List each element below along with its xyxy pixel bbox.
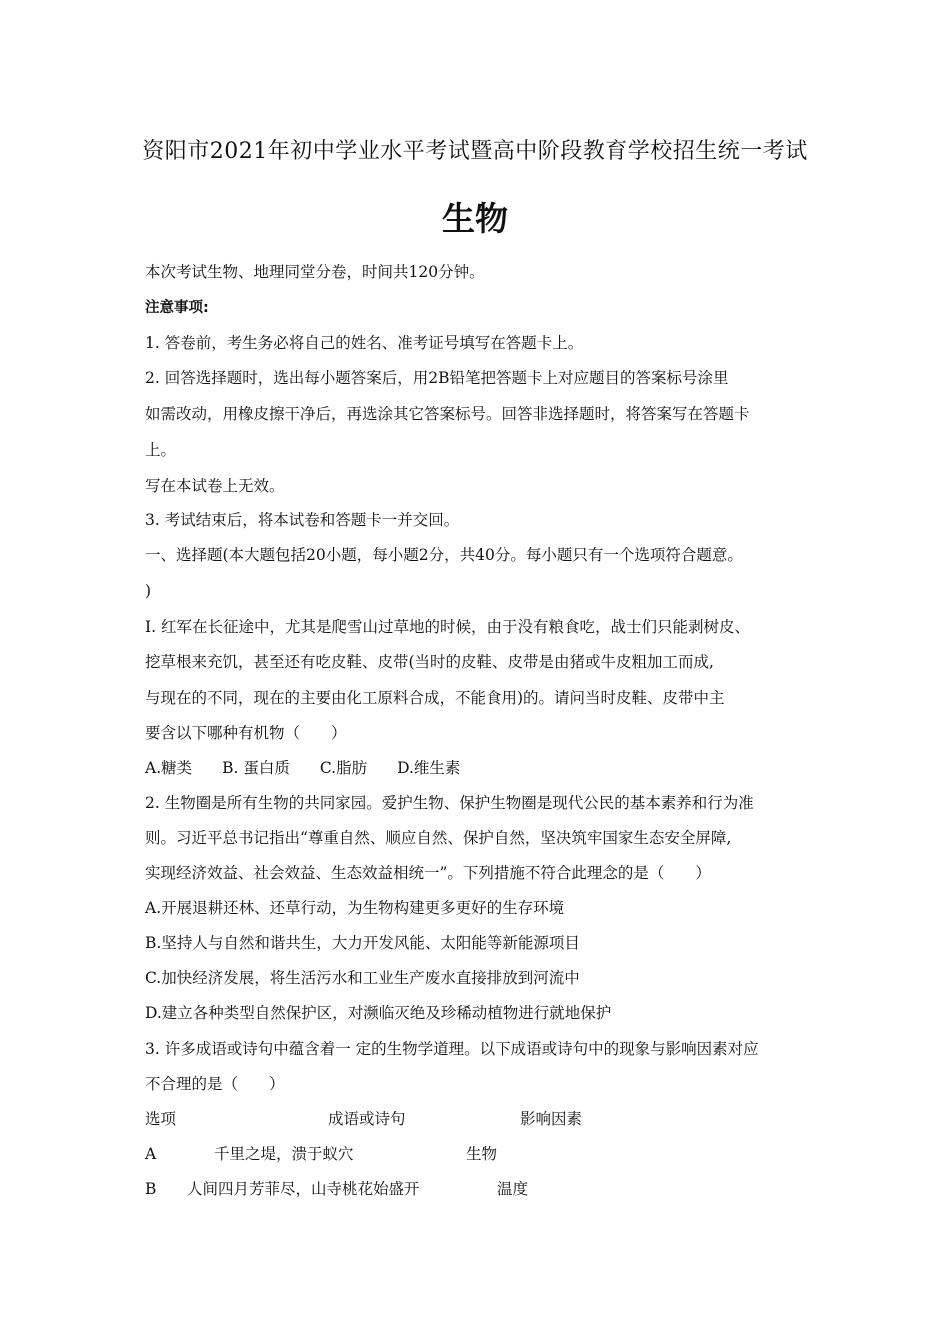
exam-title: 资阳市2021年初中学业水平考试暨高中阶段教育学校招生统一考试 (142, 139, 808, 164)
subject-title: 生物 (442, 199, 508, 238)
question-1-options (145, 758, 490, 778)
option-c: C.脂肪 (319, 759, 368, 777)
question-1-text: 挖草根来充饥，甚至还有吃皮鞋、皮带(当时的皮鞋、皮带是由猪或牛皮粗加工而成, (145, 653, 714, 671)
question-3-text: 3. 许多成语或诗句中蕴含着一 定的生物学道理。以下成语或诗句中的现象与影响因素对应 (145, 1040, 759, 1058)
option-a: A.糖类 (145, 759, 193, 777)
table-cell-option: B (145, 1180, 157, 1198)
notice-item: 上。 (145, 441, 177, 459)
table-cell-option: A (145, 1145, 157, 1163)
table-cell-idiom: 千里之堤，溃于蚁穴 (214, 1145, 354, 1163)
section-heading: 一、选择题(本大题包括20小题，每小题2分，共40分。每小题只有一个选项符合题意。 (145, 546, 743, 564)
question-1-text: 要含以下哪种有机物（ ） (145, 724, 347, 742)
question-2-text: 实现经济效益、社会效益、生态效益相统一”。下列措施不符合此理念的是（ ） (145, 864, 711, 882)
exam-intro: 本次考试生物、地理同堂分卷，时间共120分钟。 (145, 263, 485, 281)
notice-heading: 注意事项: (145, 300, 209, 316)
section-heading-close: ) (145, 582, 152, 600)
question-2-text: 则。习近平总书记指出“尊重自然、顺应自然、保护自然，坚决筑牢国家生态安全屏障, (145, 829, 732, 847)
table-cell-idiom: 人间四月芳菲尽，山寺桃花始盛开 (187, 1180, 420, 1198)
question-3-text: 不合理的是（ ） (145, 1075, 285, 1093)
table-cell-factor: 生物 (466, 1145, 498, 1163)
table-cell-factor: 温度 (497, 1180, 529, 1198)
table-header-option: 选项 (145, 1110, 177, 1128)
notice-item: 2. 回答选择题时，选出每小题答案后，用2B铅笔把答题卡上对应题目的答案标号涂里 (145, 369, 729, 387)
table-header-idiom: 成语或诗句 (328, 1110, 406, 1128)
option-d: D.建立各种类型自然保护区，对濒临灭绝及珍稀动植物进行就地保护 (145, 1004, 612, 1022)
question-2-text: 2. 生物圈是所有生物的共同家园。爱护生物、保护生物圈是现代公民的基本素养和行为准 (145, 794, 754, 812)
notice-item: 写在本试卷上无效。 (145, 477, 285, 495)
option-a: A.开展退耕还林、还草行动，为生物构建更多更好的生存环境 (145, 899, 565, 917)
question-1-text: 与现在的不同，现在的主要由化工原料合成，不能食用)的。请问当时皮鞋、皮带中主 (145, 689, 725, 707)
notice-item: 3. 考试结束后，将本试卷和答题卡一并交回。 (145, 511, 460, 529)
notice-item: 1. 答卷前，考生务必将自己的姓名、准考证号填写在答题卡上。 (145, 334, 584, 352)
option-b: B.坚持人与自然和谐共生，大力开发风能、太阳能等新能源项目 (145, 934, 580, 952)
option-c: C.加快经济发展，将生活污水和工业生产废水直接排放到河流中 (145, 969, 580, 987)
table-header-factor: 影响因素 (520, 1110, 583, 1128)
option-d: D.维生素 (397, 759, 461, 777)
notice-item: 如需改动，用橡皮擦干净后，再选涂其它答案标号。回答非选择题时，将答案写在答题卡 (145, 405, 750, 423)
option-b: B. 蛋白质 (222, 759, 290, 777)
question-1-text: I. 红军在长征途中，尤其是爬雪山过草地的时候，由于没有粮食吃，战士们只能剥树皮、 (145, 618, 750, 636)
